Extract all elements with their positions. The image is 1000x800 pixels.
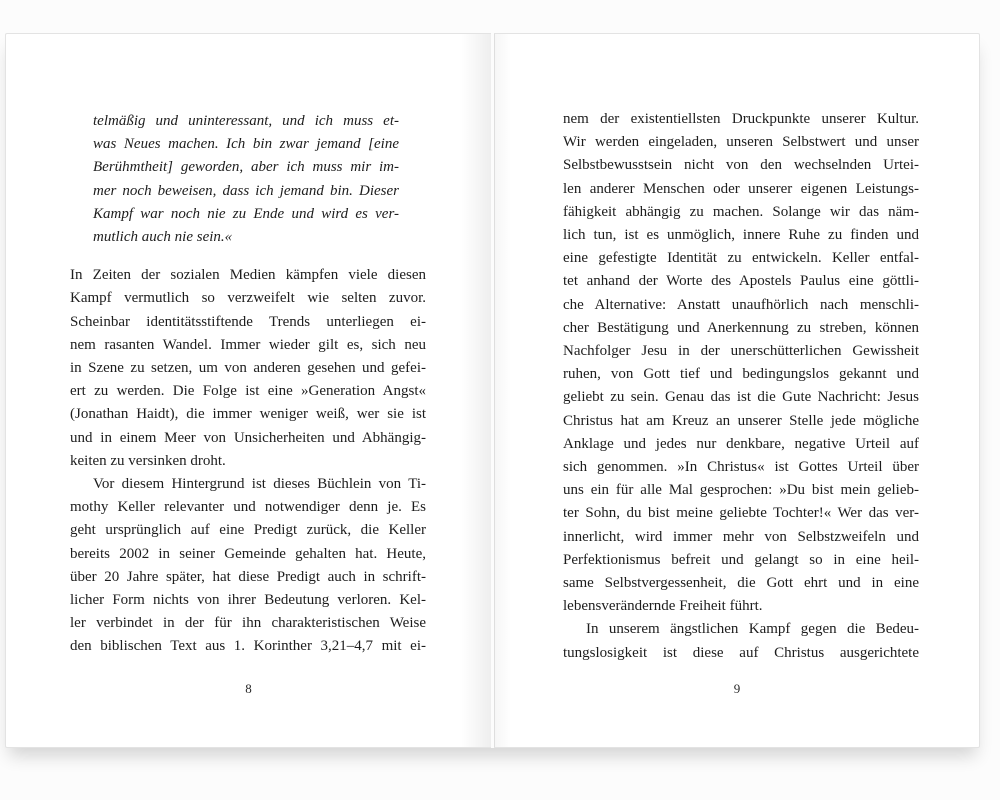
text-line: ruhen, von Gott tief und bedingungslos gekannt und bbox=[563, 366, 919, 383]
text-line: tet anhand der Worte des Apostels Paulus eine göttli- bbox=[563, 273, 919, 290]
text-line: innerlicht, wird immer mehr von Selbstzweifeln und bbox=[563, 528, 919, 545]
paragraph bbox=[563, 108, 919, 618]
right-page-text bbox=[495, 108, 979, 665]
text-line: Selbstbewusstsein nicht von den wechselnden Urtei- bbox=[563, 157, 919, 174]
text-line: mer noch beweisen, dass ich jemand bin. Dieser bbox=[93, 182, 399, 199]
text-line: fähigkeit abhängig zu machen. Solange wir das näm- bbox=[563, 203, 919, 220]
text-line: Christus hat am Kreuz an unserer Stelle jede mögliche bbox=[563, 412, 919, 429]
text-line: Perfektionismus befreit und gelangt so in eine heil- bbox=[563, 551, 919, 568]
text-line: Kampf war noch nie zu Ende und wird es ver- bbox=[93, 205, 399, 222]
text-line: in Szene zu setzen, um von anderen gesehen und gefei- bbox=[70, 360, 426, 377]
text-line: Scheinbar identitätsstiftende Trends unterliegen ei- bbox=[70, 313, 426, 330]
text-line: cher Bestätigung und Anerkennung zu streben, können bbox=[563, 319, 919, 336]
text-line: geliebt zu sein. Genau das ist die Gute Nachricht: Jesus bbox=[563, 389, 919, 406]
text-line: same Selbstvergessenheit, die Gott ehrt und in eine bbox=[563, 575, 919, 592]
text-line: (Jonathan Haidt), die immer weniger weiß, wer sie ist bbox=[70, 406, 426, 423]
text-line: lebensverändernde Freiheit führt. bbox=[563, 598, 763, 615]
text-line: che Alternative: Anstatt unaufhörlich nach menschli- bbox=[563, 296, 919, 313]
text-line: ert zu werden. Die Folge ist eine »Generation Angst« bbox=[70, 383, 426, 400]
text-line: bereits 2002 in seiner Gemeinde gehalten hat. Heute, bbox=[70, 545, 426, 562]
text-line: keiten zu versinken droht. bbox=[70, 452, 226, 469]
text-line: len anderer Menschen oder unserer eigenen Leistungs- bbox=[563, 180, 919, 197]
page-number-left: 8 bbox=[245, 681, 252, 696]
text-line: Kampf vermutlich so verzweifelt wie selten zuvor. bbox=[70, 290, 426, 307]
block-quote bbox=[93, 110, 399, 249]
text-line: über 20 Jahre später, hat diese Predigt auch in schrift- bbox=[70, 568, 426, 585]
text-line: nem der existentiellsten Druckpunkte unserer Kultur. bbox=[563, 111, 919, 127]
text-line: eine gefestigte Identität zu entwickeln. Keller entfal- bbox=[563, 250, 919, 267]
text-line: ter Sohn, du bist meine geliebte Tochter!« Wer das ver- bbox=[563, 505, 919, 522]
text-line: telmäßig und uninteressant, und ich muss et- bbox=[93, 113, 399, 129]
text-line: was Neues machen. Ich bin zwar jemand [eine bbox=[93, 136, 399, 153]
text-line: licher Form nichts von ihrer Bedeutung verloren. Kel- bbox=[70, 592, 426, 609]
text-line: lich tun, ist es unmöglich, innere Ruhe zu finden und bbox=[563, 227, 919, 244]
text-line: ler verbindet in der für ihn charakteristischen Weise bbox=[70, 615, 426, 632]
text-line: sich genommen. »In Christus« ist Gottes Urteil über bbox=[563, 459, 919, 476]
right-page bbox=[494, 33, 980, 748]
text-line: In Zeiten der sozialen Medien kämpfen viele diesen bbox=[70, 267, 426, 284]
text-line: und in einem Meer von Unsicherheiten und Abhängig- bbox=[70, 429, 426, 446]
text-line: Vor diesem Hintergrund ist dieses Büchlein von Ti- bbox=[93, 476, 426, 493]
text-line: uns ein für alle Mal gesprochen: »Du bist mein gelieb- bbox=[563, 482, 919, 499]
text-line: den biblischen Text aus 1. Korinther 3,21–4,7 mit ei- bbox=[70, 638, 426, 655]
paragraph bbox=[70, 264, 426, 473]
text-line: Wir werden eingeladen, unseren Selbstwert und unser bbox=[563, 134, 919, 151]
text-line: Berühmtheit] geworden, aber ich muss mir im- bbox=[93, 159, 399, 176]
page-spread bbox=[5, 33, 980, 748]
text-line: mothy Keller relevanter und notwendiger denn je. Es bbox=[70, 499, 426, 516]
text-line: geht ursprünglich auf eine Predigt zurück, die Keller bbox=[70, 522, 426, 539]
left-page-text bbox=[6, 110, 491, 659]
paragraph bbox=[563, 618, 919, 664]
text-line: tungslosigkeit ist diese auf Christus ausgerichtete bbox=[563, 644, 919, 661]
paragraph bbox=[70, 473, 426, 659]
text-line: nem rasanten Wandel. Immer wieder gilt es, sich neu bbox=[70, 336, 426, 353]
text-line: Nachfolger Jesu in der unerschütterlichen Gewissheit bbox=[563, 343, 919, 360]
text-line: mutlich auch nie sein.« bbox=[93, 229, 233, 246]
page-number-right: 9 bbox=[733, 681, 741, 696]
text-line: In unserem ängstlichen Kampf gegen die Bedeu- bbox=[586, 621, 919, 638]
text-line: Anklage und jedes nur denkbare, negative Urteil auf bbox=[563, 435, 919, 452]
left-page bbox=[5, 33, 491, 748]
